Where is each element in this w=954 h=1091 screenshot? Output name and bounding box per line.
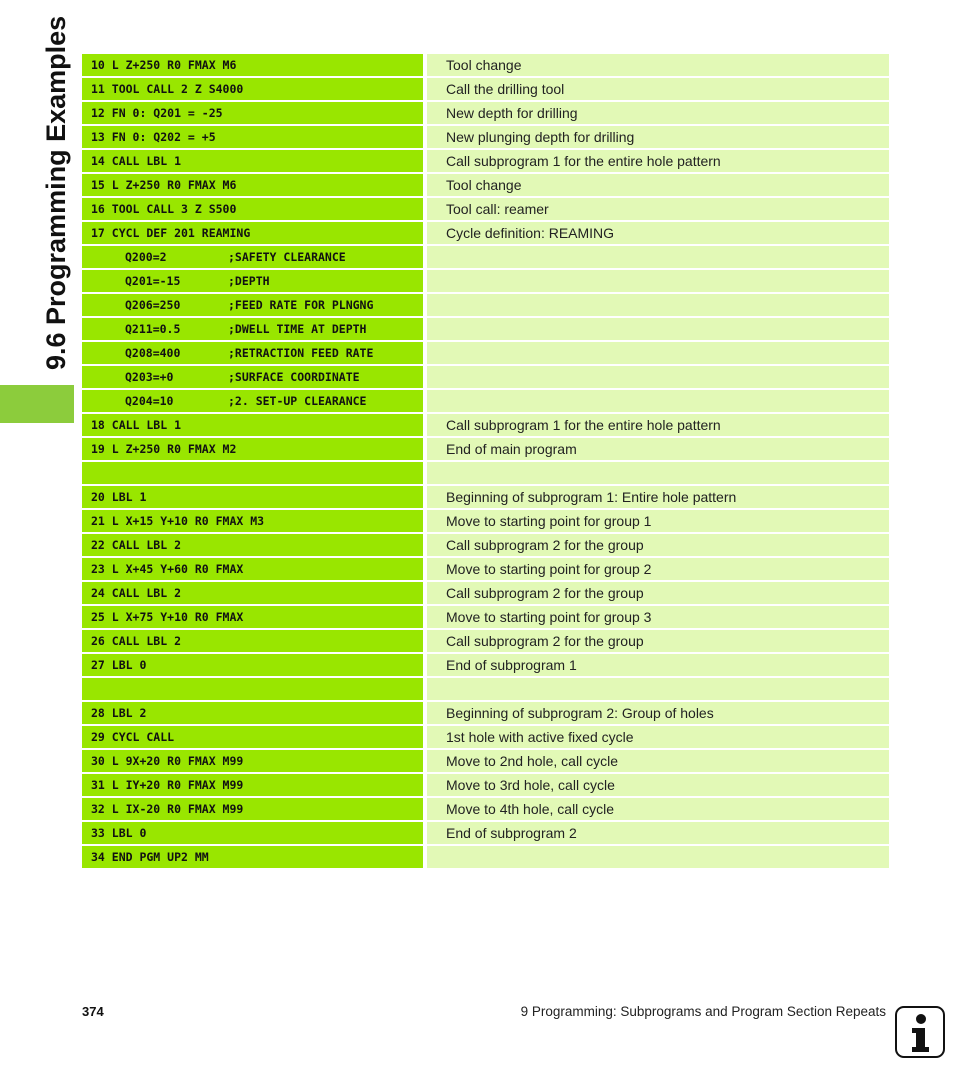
nc-code-cell: 28 LBL 2 xyxy=(82,702,423,724)
table-row xyxy=(82,654,889,676)
description-cell xyxy=(427,246,889,268)
table-row xyxy=(82,342,889,364)
table-row xyxy=(82,726,889,748)
description-cell: Move to starting point for group 2 xyxy=(427,558,889,580)
nc-code-cell: 13 FN 0: Q202 = +5 xyxy=(82,126,423,148)
nc-code-cell: 17 CYCL DEF 201 REAMING xyxy=(82,222,423,244)
description-cell xyxy=(427,270,889,292)
table-row xyxy=(82,414,889,436)
table-row xyxy=(82,222,889,244)
description-cell xyxy=(427,366,889,388)
section-tab-marker xyxy=(0,385,74,423)
parameter-value: Q203=+0 xyxy=(125,370,174,384)
nc-code-cell: 34 END PGM UP2 MM xyxy=(82,846,423,868)
description-cell: New plunging depth for drilling xyxy=(427,126,889,148)
nc-code-cell: 10 L Z+250 R0 FMAX M6 xyxy=(82,54,423,76)
nc-code-cell xyxy=(82,678,423,700)
description-cell: Move to 4th hole, call cycle xyxy=(427,798,889,820)
nc-code-cell: 12 FN 0: Q201 = -25 xyxy=(82,102,423,124)
table-row xyxy=(82,102,889,124)
nc-code-cell: 18 CALL LBL 1 xyxy=(82,414,423,436)
table-row xyxy=(82,582,889,604)
table-row xyxy=(82,774,889,796)
table-row xyxy=(82,78,889,100)
description-cell: Call subprogram 1 for the entire hole pattern xyxy=(427,414,889,436)
description-cell: Move to 2nd hole, call cycle xyxy=(427,750,889,772)
parameter-comment: ;SAFETY CLEARANCE xyxy=(228,250,346,264)
nc-code-cell: 30 L 9X+20 R0 FMAX M99 xyxy=(82,750,423,772)
description-cell: New depth for drilling xyxy=(427,102,889,124)
table-row xyxy=(82,558,889,580)
description-cell xyxy=(427,390,889,412)
table-row xyxy=(82,318,889,340)
description-cell: Call subprogram 2 for the group xyxy=(427,582,889,604)
description-cell: End of subprogram 1 xyxy=(427,654,889,676)
nc-code-cell: 22 CALL LBL 2 xyxy=(82,534,423,556)
section-title-vertical xyxy=(0,15,72,388)
nc-code-cell: 29 CYCL CALL xyxy=(82,726,423,748)
description-cell: Move to starting point for group 3 xyxy=(427,606,889,628)
description-cell: Cycle definition: REAMING xyxy=(427,222,889,244)
cycle-parameter-cell xyxy=(82,318,423,340)
description-cell: Call subprogram 2 for the group xyxy=(427,534,889,556)
table-row xyxy=(82,294,889,316)
table-row xyxy=(82,246,889,268)
parameter-comment: ;DEPTH xyxy=(228,274,270,288)
nc-code-cell: 26 CALL LBL 2 xyxy=(82,630,423,652)
description-cell xyxy=(427,318,889,340)
nc-code-cell: 32 L IX-20 R0 FMAX M99 xyxy=(82,798,423,820)
parameter-comment: ;SURFACE COORDINATE xyxy=(228,370,360,384)
table-row xyxy=(82,534,889,556)
nc-code-cell: 31 L IY+20 R0 FMAX M99 xyxy=(82,774,423,796)
program-listing-table xyxy=(82,54,889,870)
description-cell: Beginning of subprogram 1: Entire hole pattern xyxy=(427,486,889,508)
parameter-value: Q204=10 xyxy=(125,394,174,408)
table-row xyxy=(82,174,889,196)
description-cell: Tool change xyxy=(427,174,889,196)
cycle-parameter-cell xyxy=(82,246,423,268)
description-cell xyxy=(427,462,889,484)
nc-code-cell: 16 TOOL CALL 3 Z S500 xyxy=(82,198,423,220)
description-cell: End of subprogram 2 xyxy=(427,822,889,844)
parameter-comment: ;DWELL TIME AT DEPTH xyxy=(228,322,367,336)
description-cell: Call the drilling tool xyxy=(427,78,889,100)
table-row xyxy=(82,54,889,76)
nc-code-cell: 33 LBL 0 xyxy=(82,822,423,844)
description-cell xyxy=(427,678,889,700)
chapter-title: 9 Programming: Subprograms and Program Section Repeats xyxy=(520,1004,886,1019)
info-icon xyxy=(895,1006,945,1058)
table-row xyxy=(82,366,889,388)
table-row xyxy=(82,486,889,508)
parameter-value: Q206=250 xyxy=(125,298,181,312)
nc-code-cell: 25 L X+75 Y+10 R0 FMAX xyxy=(82,606,423,628)
description-cell xyxy=(427,294,889,316)
table-row xyxy=(82,798,889,820)
table-row xyxy=(82,150,889,172)
parameter-comment: ;FEED RATE FOR PLNGNG xyxy=(228,298,374,312)
table-row xyxy=(82,462,889,484)
nc-code-cell: 11 TOOL CALL 2 Z S4000 xyxy=(82,78,423,100)
nc-code-cell: 23 L X+45 Y+60 R0 FMAX xyxy=(82,558,423,580)
table-row xyxy=(82,678,889,700)
nc-code-cell: 24 CALL LBL 2 xyxy=(82,582,423,604)
nc-code-cell: 21 L X+15 Y+10 R0 FMAX M3 xyxy=(82,510,423,532)
nc-code-cell: 27 LBL 0 xyxy=(82,654,423,676)
table-row xyxy=(82,702,889,724)
cycle-parameter-cell xyxy=(82,342,423,364)
page-number: 374 xyxy=(82,1004,104,1019)
description-cell: Beginning of subprogram 2: Group of holes xyxy=(427,702,889,724)
parameter-comment: ;2. SET-UP CLEARANCE xyxy=(228,394,367,408)
cycle-parameter-cell xyxy=(82,390,423,412)
table-row xyxy=(82,750,889,772)
cycle-parameter-cell xyxy=(82,270,423,292)
table-row xyxy=(82,822,889,844)
description-cell xyxy=(427,342,889,364)
description-cell: Tool change xyxy=(427,54,889,76)
table-row xyxy=(82,630,889,652)
description-cell: Tool call: reamer xyxy=(427,198,889,220)
description-cell: 1st hole with active fixed cycle xyxy=(427,726,889,748)
nc-code-cell: 15 L Z+250 R0 FMAX M6 xyxy=(82,174,423,196)
nc-code-cell: 14 CALL LBL 1 xyxy=(82,150,423,172)
nc-code-cell xyxy=(82,462,423,484)
cycle-parameter-cell xyxy=(82,366,423,388)
table-row xyxy=(82,606,889,628)
table-row xyxy=(82,390,889,412)
description-cell: Call subprogram 1 for the entire hole pattern xyxy=(427,150,889,172)
parameter-comment: ;RETRACTION FEED RATE xyxy=(228,346,374,360)
table-row xyxy=(82,270,889,292)
cycle-parameter-cell xyxy=(82,294,423,316)
table-row xyxy=(82,126,889,148)
description-cell: End of main program xyxy=(427,438,889,460)
nc-code-cell: 19 L Z+250 R0 FMAX M2 xyxy=(82,438,423,460)
parameter-value: Q200=2 xyxy=(125,250,167,264)
description-cell: Move to 3rd hole, call cycle xyxy=(427,774,889,796)
table-row xyxy=(82,198,889,220)
description-cell: Move to starting point for group 1 xyxy=(427,510,889,532)
section-title-text: 9.6 Programming Examples xyxy=(41,15,71,370)
description-cell: Call subprogram 2 for the group xyxy=(427,630,889,652)
table-row xyxy=(82,438,889,460)
nc-code-cell: 20 LBL 1 xyxy=(82,486,423,508)
table-row xyxy=(82,846,889,868)
parameter-value: Q201=-15 xyxy=(125,274,181,288)
table-row xyxy=(82,510,889,532)
parameter-value: Q211=0.5 xyxy=(125,322,181,336)
parameter-value: Q208=400 xyxy=(125,346,181,360)
description-cell xyxy=(427,846,889,868)
